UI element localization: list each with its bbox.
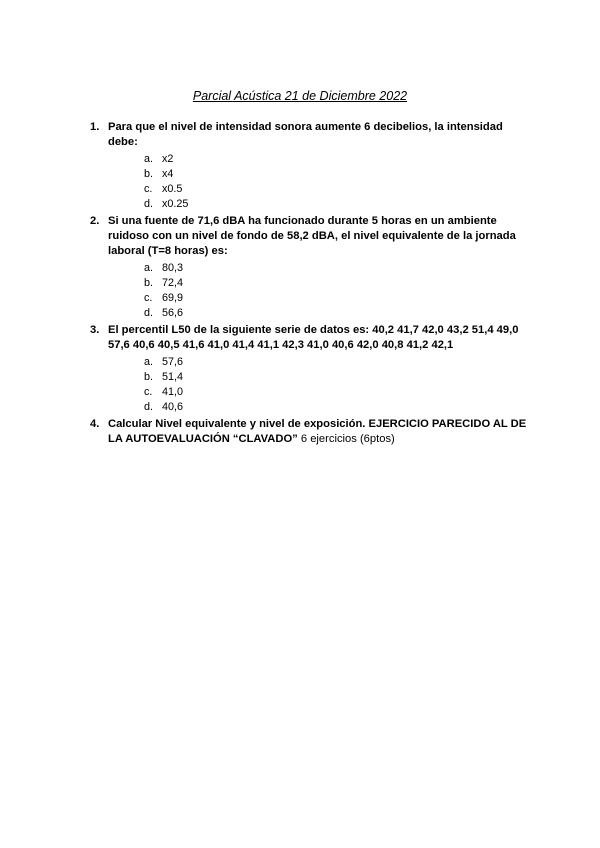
option-item — [108, 400, 530, 415]
option-text: 56,6 — [162, 307, 184, 319]
option-letter: a. — [144, 262, 154, 274]
question-note: 6 ejercicios (6ptos) — [297, 433, 395, 445]
option-letter: d. — [144, 401, 154, 413]
option-text: x0.25 — [162, 198, 189, 210]
question-text: Si una fuente de 71,6 dBA ha funcionado durante 5 horas en un ambiente ruidoso con un nivel de fondo de 58,2 dBA, el nivel equivalente de la jornada laboral (T=8 horas) es: — [108, 215, 516, 257]
option-letter: b. — [144, 371, 154, 383]
option-text: x2 — [162, 153, 174, 165]
option-text: 40,6 — [162, 401, 184, 413]
question-3 — [90, 323, 530, 415]
option-text: 72,4 — [162, 277, 184, 289]
question-text: Calcular Nivel equivalente y nivel de exposición. EJERCICIO PARECIDO AL DE LA AUTOEVALUACIÓN “CLAVADO” — [108, 418, 527, 445]
question-number: 4. — [90, 418, 100, 430]
option-letter: a. — [144, 356, 154, 368]
question-number: 1. — [90, 121, 100, 133]
option-text: 41,0 — [162, 386, 184, 398]
option-item — [108, 276, 530, 291]
question-2 — [90, 214, 530, 321]
page-title: Parcial Acústica 21 de Diciembre 2022 — [192, 89, 408, 103]
option-list — [108, 355, 530, 415]
option-item — [108, 152, 530, 167]
option-text: 57,6 — [162, 356, 184, 368]
question-1 — [90, 120, 530, 212]
option-item — [108, 291, 530, 306]
option-letter: c. — [144, 386, 153, 398]
option-item — [108, 355, 530, 370]
option-letter: d. — [144, 198, 154, 210]
option-list — [108, 261, 530, 321]
option-text: 51,4 — [162, 371, 184, 383]
option-item — [108, 197, 530, 212]
question-number: 2. — [90, 215, 100, 227]
option-text: 69,9 — [162, 292, 184, 304]
question-text: Para que el nivel de intensidad sonora aumente 6 decibelios, la intensidad debe: — [108, 121, 503, 148]
option-list — [108, 152, 530, 212]
option-item — [108, 385, 530, 400]
question-number: 3. — [90, 324, 100, 336]
option-letter: d. — [144, 307, 154, 319]
option-item — [108, 370, 530, 385]
option-letter: b. — [144, 168, 154, 180]
question-text: El percentil L50 de la siguiente serie de datos es: 40,2 41,7 42,0 43,2 51,4 49,0 57,6 40,6 40,5 41,6 41,0 41,4 41,1 42,3 41,0 40,6 42,0 40,8 41,2 42,1 — [108, 324, 519, 351]
option-text: x4 — [162, 168, 174, 180]
question-list — [90, 120, 530, 447]
option-item — [108, 167, 530, 182]
option-item — [108, 306, 530, 321]
option-text: 80,3 — [162, 262, 184, 274]
option-letter: c. — [144, 183, 153, 195]
option-item — [108, 182, 530, 197]
option-text: x0.5 — [162, 183, 183, 195]
option-letter: c. — [144, 292, 153, 304]
option-letter: a. — [144, 153, 154, 165]
option-letter: b. — [144, 277, 154, 289]
question-4 — [90, 417, 530, 447]
option-item — [108, 261, 530, 276]
